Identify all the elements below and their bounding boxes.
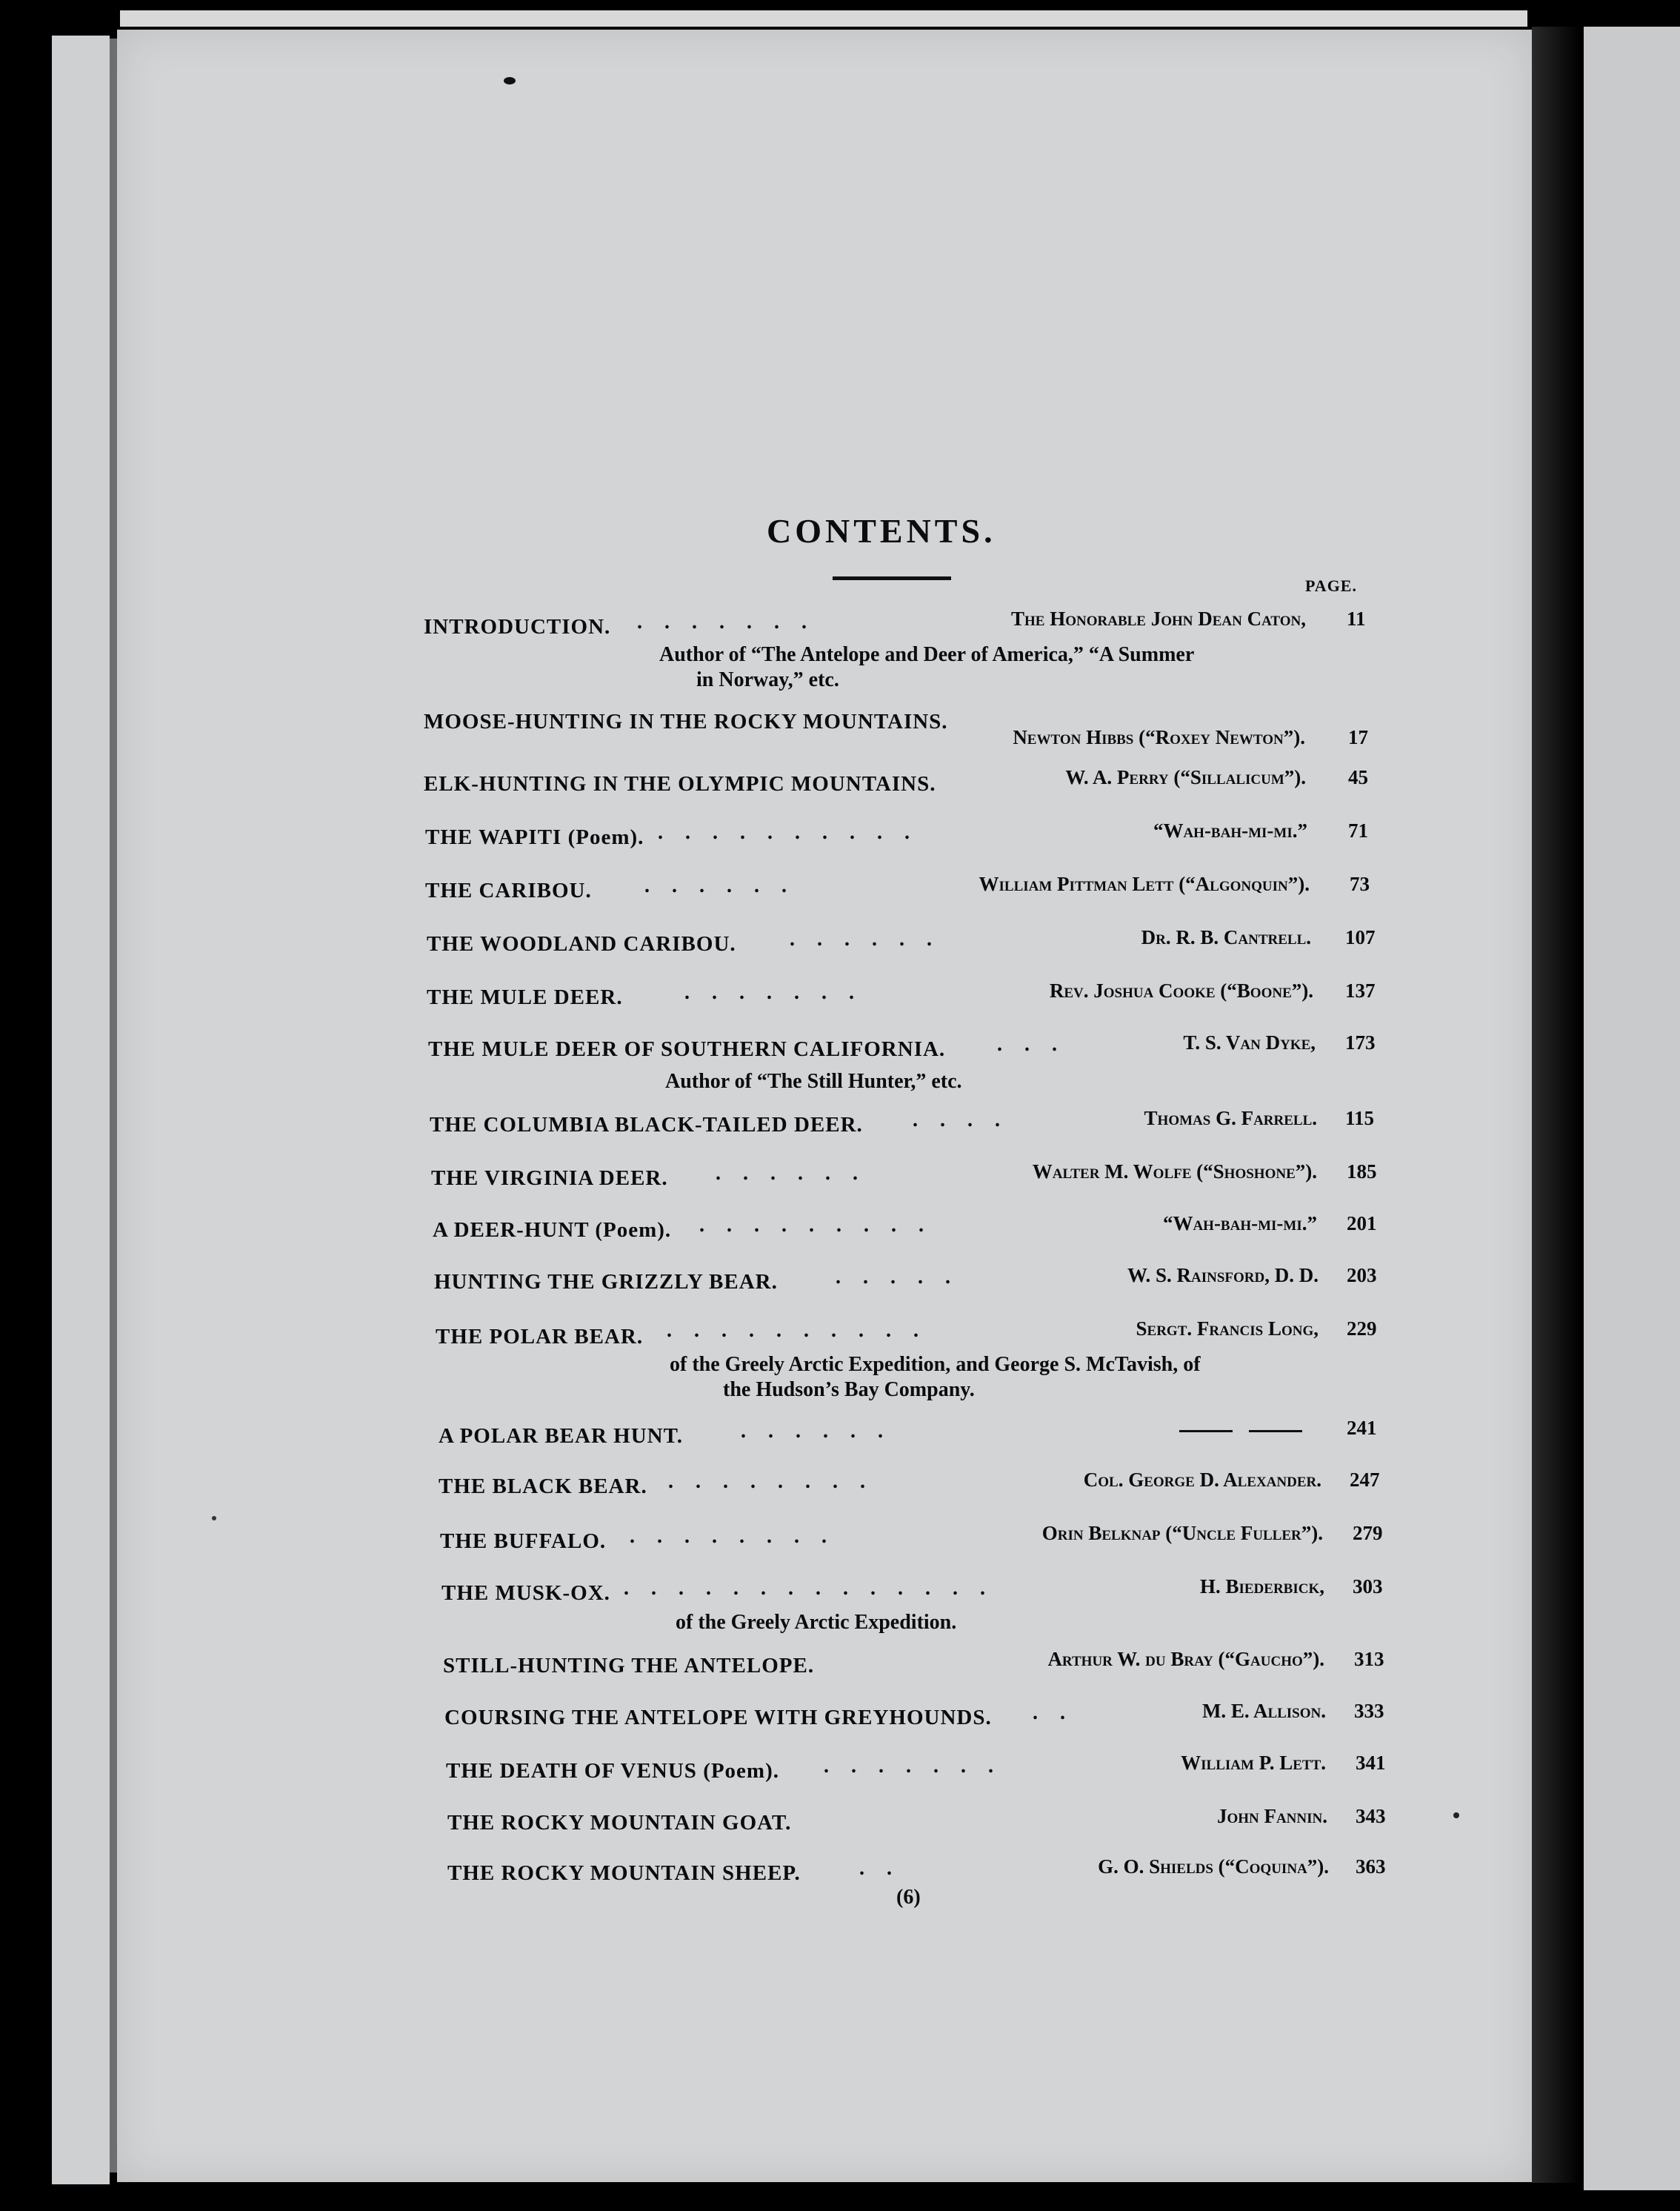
toc-entry[interactable] xyxy=(0,1107,1680,1157)
entry-page: 11 xyxy=(1347,608,1366,630)
entry-author: Sergt. Francis Long, xyxy=(1136,1317,1319,1340)
page-column-label: PAGE. xyxy=(1305,576,1357,595)
leader-dots: ........ xyxy=(668,1470,887,1493)
entry-page: 137 xyxy=(1345,980,1376,1002)
leader-dots: ....... xyxy=(824,1755,1016,1778)
entry-page: 185 xyxy=(1347,1160,1377,1183)
entry-page: 341 xyxy=(1356,1752,1386,1774)
leader-dots: ...... xyxy=(644,874,809,897)
entry-page: 107 xyxy=(1345,926,1376,948)
entry-author: W. A. Perry (“Sillalicum”). xyxy=(1065,766,1306,788)
heading-rule xyxy=(833,576,951,580)
entry-title: THE COLUMBIA BLACK-TAILED DEER. xyxy=(430,1113,863,1137)
entry-title: COURSING THE ANTELOPE WITH GREYHOUNDS. xyxy=(444,1706,992,1729)
entry-title: THE VIRGINIA DEER. xyxy=(431,1166,668,1190)
entry-page: 201 xyxy=(1347,1212,1377,1234)
entry-title: THE POLAR BEAR. xyxy=(436,1325,644,1349)
entry-author: “Wah-bah-mi-mi.” xyxy=(1153,819,1307,842)
entry-title: THE CARIBOU. xyxy=(425,879,592,902)
toc-entry[interactable] xyxy=(0,980,1680,1028)
entry-title: HUNTING THE GRIZZLY BEAR. xyxy=(434,1270,778,1294)
toc-entry[interactable] xyxy=(0,1264,1680,1314)
entry-page: 279 xyxy=(1353,1522,1383,1544)
entry-author: Walter M. Wolfe (“Shoshone”). xyxy=(1032,1160,1317,1183)
entry-page: 313 xyxy=(1354,1648,1384,1670)
entry-page: 45 xyxy=(1348,766,1368,788)
entry-note: of the Greely Arctic Expedition. xyxy=(676,1611,957,1634)
entry-author: “Wah-bah-mi-mi.” xyxy=(1162,1212,1317,1234)
entry-page: 333 xyxy=(1354,1700,1384,1722)
entry-author: T. S. Van Dyke, xyxy=(1183,1031,1316,1054)
entry-author: M. E. Allison. xyxy=(1201,1700,1326,1722)
entry-page: 229 xyxy=(1347,1317,1377,1340)
entry-title: THE WOODLAND CARIBOU. xyxy=(427,932,736,956)
entry-author: G. O. Shields (“Coquina”). xyxy=(1098,1855,1329,1878)
entry-note: of the Greely Arctic Expedition, and George S. McTavish, of xyxy=(670,1353,1201,1376)
entry-page: 247 xyxy=(1350,1469,1380,1491)
entry-title: ELK-HUNTING IN THE OLYMPIC MOUNTAINS. xyxy=(424,772,936,796)
entry-page: 115 xyxy=(1345,1107,1375,1129)
entry-author: John Fannin. xyxy=(1216,1805,1327,1827)
leader-dots: .. xyxy=(859,1857,914,1880)
ink-speck xyxy=(504,77,516,84)
entry-title: THE BLACK BEAR. xyxy=(439,1474,647,1498)
leader-dots: ....... xyxy=(684,981,876,1004)
entry-page: 343 xyxy=(1356,1805,1386,1827)
entry-author: Arthur W. du Bray (“Gaucho”). xyxy=(1047,1648,1324,1670)
entry-note: in Norway,” etc. xyxy=(696,668,839,691)
entry-author: Orin Belknap (“Uncle Fuller”). xyxy=(1041,1522,1323,1544)
entry-note: Author of “The Antelope and Deer of America,” “A Summer xyxy=(659,643,1195,666)
entry-title: THE ROCKY MOUNTAIN SHEEP. xyxy=(447,1861,801,1885)
entry-page: 241 xyxy=(1347,1417,1377,1439)
entry-page: 203 xyxy=(1347,1264,1377,1286)
entry-author: William Pittman Lett (“Algonquin”). xyxy=(979,873,1310,895)
toc-entry[interactable] xyxy=(0,766,1680,815)
toc-entry[interactable] xyxy=(0,1648,1680,1698)
entry-page: 303 xyxy=(1353,1575,1383,1597)
toc-entry[interactable] xyxy=(0,1160,1680,1211)
author-dash xyxy=(1249,1430,1302,1432)
entry-author: Col. George D. Alexander. xyxy=(1083,1469,1321,1491)
entry-title: A POLAR BEAR HUNT. xyxy=(439,1424,684,1448)
entry-title: THE BUFFALO. xyxy=(440,1529,607,1553)
entry-page: 71 xyxy=(1348,819,1368,842)
entry-title: THE ROCKY MOUNTAIN GOAT. xyxy=(447,1811,792,1835)
toc-entry[interactable] xyxy=(0,1469,1680,1519)
entry-title: STILL-HUNTING THE ANTELOPE. xyxy=(443,1654,815,1678)
leader-dots: .......... xyxy=(658,821,932,844)
toc-entry[interactable] xyxy=(0,926,1680,975)
leader-dots: ... xyxy=(997,1033,1079,1056)
toc-entry[interactable] xyxy=(0,1700,1680,1750)
leader-dots: ..... xyxy=(836,1266,973,1289)
page-number: (6) xyxy=(896,1886,921,1909)
entry-author: Dr. R. B. Cantrell. xyxy=(1141,926,1311,948)
entry-title: THE MUSK-OX. xyxy=(441,1581,610,1605)
top-page-edge xyxy=(120,10,1527,27)
entry-note: the Hudson’s Bay Company. xyxy=(723,1378,975,1401)
toc-entry[interactable] xyxy=(0,873,1680,922)
leader-dots: ...... xyxy=(741,1420,905,1443)
toc-entry[interactable] xyxy=(0,710,1680,754)
entry-title: THE DEATH OF VENUS (Poem). xyxy=(446,1759,779,1783)
author-dash xyxy=(1179,1430,1233,1432)
contents-heading: CONTENTS. xyxy=(767,512,996,550)
entry-note: Author of “The Still Hunter,” etc. xyxy=(665,1070,962,1093)
entry-author: H. Biederbick, xyxy=(1199,1575,1324,1597)
toc-entry[interactable] xyxy=(0,1805,1680,1854)
leader-dots: .... xyxy=(913,1108,1022,1131)
entry-title: MOOSE-HUNTING IN THE ROCKY MOUNTAINS. xyxy=(424,710,948,734)
entry-title: THE MULE DEER. xyxy=(427,985,623,1009)
entry-page: 363 xyxy=(1356,1855,1386,1878)
entry-title: THE WAPITI (Poem). xyxy=(425,825,644,849)
leader-dots: ...... xyxy=(790,928,954,951)
entry-author: Thomas G. Farrell. xyxy=(1144,1107,1317,1129)
entry-title: INTRODUCTION. xyxy=(424,615,611,639)
entry-author xyxy=(1163,1418,1302,1441)
leader-dots: .............. xyxy=(624,1577,1007,1600)
entry-page: 17 xyxy=(1348,726,1368,748)
leader-dots: ...... xyxy=(716,1162,880,1185)
entry-title: THE MULE DEER OF SOUTHERN CALIFORNIA. xyxy=(428,1037,946,1061)
leader-dots: ....... xyxy=(637,611,829,634)
entry-author: W. S. Rainsford, D. D. xyxy=(1127,1264,1319,1286)
toc-entry[interactable] xyxy=(0,1417,1680,1467)
toc-entry[interactable] xyxy=(0,1752,1680,1802)
leader-dots: ......... xyxy=(699,1214,946,1237)
toc-entry[interactable] xyxy=(0,1522,1680,1572)
entry-author: The Honorable John Dean Caton, xyxy=(1011,608,1306,630)
leader-dots: .. xyxy=(1033,1701,1087,1724)
entry-author: Newton Hibbs (“Roxey Newton”). xyxy=(1013,726,1305,748)
entry-page: 173 xyxy=(1345,1031,1376,1054)
entry-page: 73 xyxy=(1350,873,1370,895)
leader-dots: .......... xyxy=(667,1319,941,1342)
toc-entry[interactable] xyxy=(0,819,1680,868)
entry-author: Rev. Joshua Cooke (“Boone”). xyxy=(1049,980,1313,1002)
toc-entry[interactable] xyxy=(0,1212,1680,1263)
leader-dots: ........ xyxy=(630,1525,849,1548)
toc-entry[interactable] xyxy=(0,1855,1680,1904)
entry-title: A DEER-HUNT (Poem). xyxy=(433,1218,672,1242)
entry-author: William P. Lett. xyxy=(1181,1752,1326,1774)
